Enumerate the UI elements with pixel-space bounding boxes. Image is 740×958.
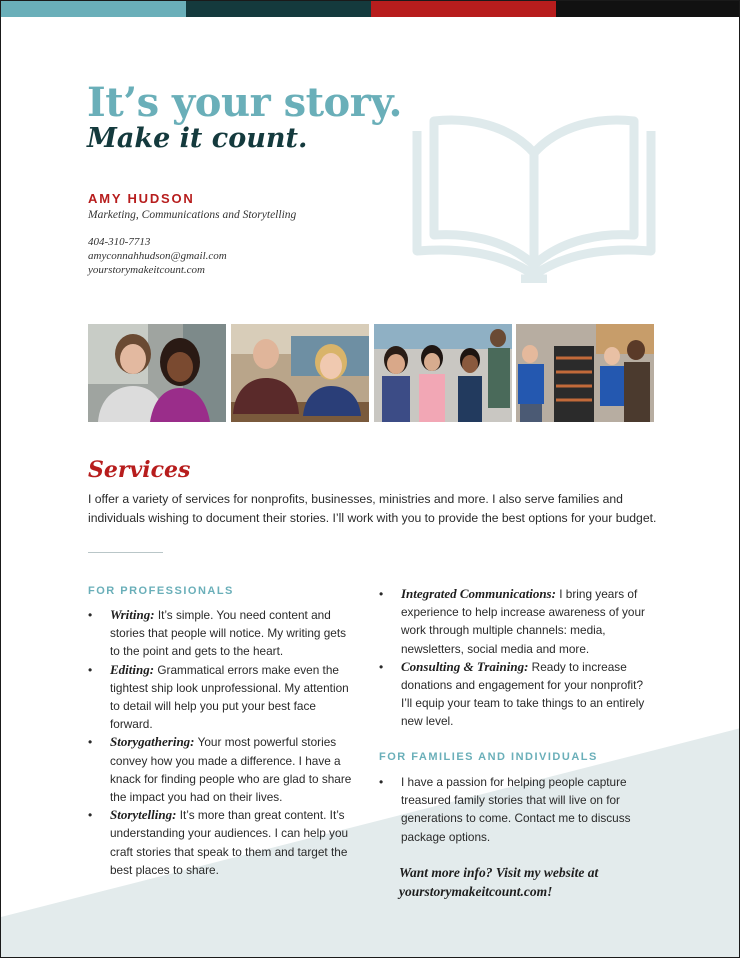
item-term: Writing: <box>110 607 155 622</box>
families-list <box>379 773 657 846</box>
contact-role: Marketing, Communications and Storytelling <box>88 209 297 221</box>
item-term: Storygathering: <box>110 734 195 750</box>
bullet: • <box>88 735 93 750</box>
list-item <box>88 606 356 661</box>
list-item <box>379 658 657 731</box>
bullet: • <box>88 662 93 677</box>
cta-website-link[interactable]: yourstorymakeitcount.com! <box>399 884 553 899</box>
item-text: It’s more than great content. It’s understanding your audiences. I can help you craft stories that speak to them and target the best places to share. <box>110 808 349 877</box>
list-item <box>88 806 356 879</box>
bullet: • <box>379 775 384 789</box>
item-text: I have a passion for helping people capture treasured family stories that will live on for generations to come. Contact me to discuss package options. <box>401 775 631 844</box>
divider <box>88 552 163 553</box>
list-item <box>379 585 657 658</box>
list-item <box>379 773 657 846</box>
photo-children <box>374 324 512 422</box>
bullet: • <box>88 808 93 823</box>
item-term: Storytelling: <box>110 807 177 823</box>
call-to-action <box>399 863 598 901</box>
contact-website[interactable]: yourstorymakeitcount.com <box>88 264 205 276</box>
item-term: Integrated Communications: <box>401 586 556 601</box>
tagline: Make it count. <box>87 123 308 154</box>
services-intro: I offer a variety of services for nonprofits, businesses, ministries and more. I also serve families and individuals wishing to document their stories. I’ll work with you to provide the best options for your budget. <box>88 492 657 525</box>
list-item <box>88 661 356 734</box>
cta-line-1: Want more info? Visit my website at <box>399 865 599 880</box>
open-book-icon <box>409 93 659 283</box>
item-term: Editing: <box>110 661 155 677</box>
headline: It’s your story. <box>87 79 402 126</box>
section-heading-families: FOR FAMILIES AND INDIVIDUALS <box>379 751 598 763</box>
contact-name: AMY HUDSON <box>88 191 195 206</box>
bullet: • <box>379 659 384 674</box>
item-text: I bring years of experience to help increase awareness of your work through multiple channels: media, newsletters, social media and more. <box>401 587 645 656</box>
contact-phone: 404-310-7713 <box>88 236 151 248</box>
item-text: It’s simple. You need content and stories that people will notice. My writing gets to the point and gets to the heart. <box>110 608 347 659</box>
contact-details <box>88 235 227 277</box>
section-heading-professionals: FOR PROFESSIONALS <box>88 585 234 597</box>
contact-email[interactable]: amyconnahhudson@gmail.com <box>88 250 227 262</box>
item-text: Ready to increase donations and engagement for your nonprofit? I’ll equip your team to take things to an entirely new level. <box>401 659 645 729</box>
photo-group-volunteers <box>516 324 654 422</box>
list-item <box>88 733 356 806</box>
photo-man-and-woman <box>231 324 369 422</box>
photo-two-women <box>88 324 226 422</box>
professionals-list-left <box>88 606 356 879</box>
services-title: Services <box>88 457 191 483</box>
bullet: • <box>379 587 384 601</box>
bullet: • <box>88 608 93 622</box>
professionals-list-right <box>379 585 657 731</box>
item-text: Grammatical errors make even the tightest ship look unprofessional. My attention to detail will help you put your best face forward. <box>110 662 349 732</box>
item-term: Consulting & Training: <box>401 658 529 674</box>
item-text: Your most powerful stories convey how you made a difference. I have a knack for finding people who are glad to share the impact you had on their lives. <box>110 735 352 805</box>
